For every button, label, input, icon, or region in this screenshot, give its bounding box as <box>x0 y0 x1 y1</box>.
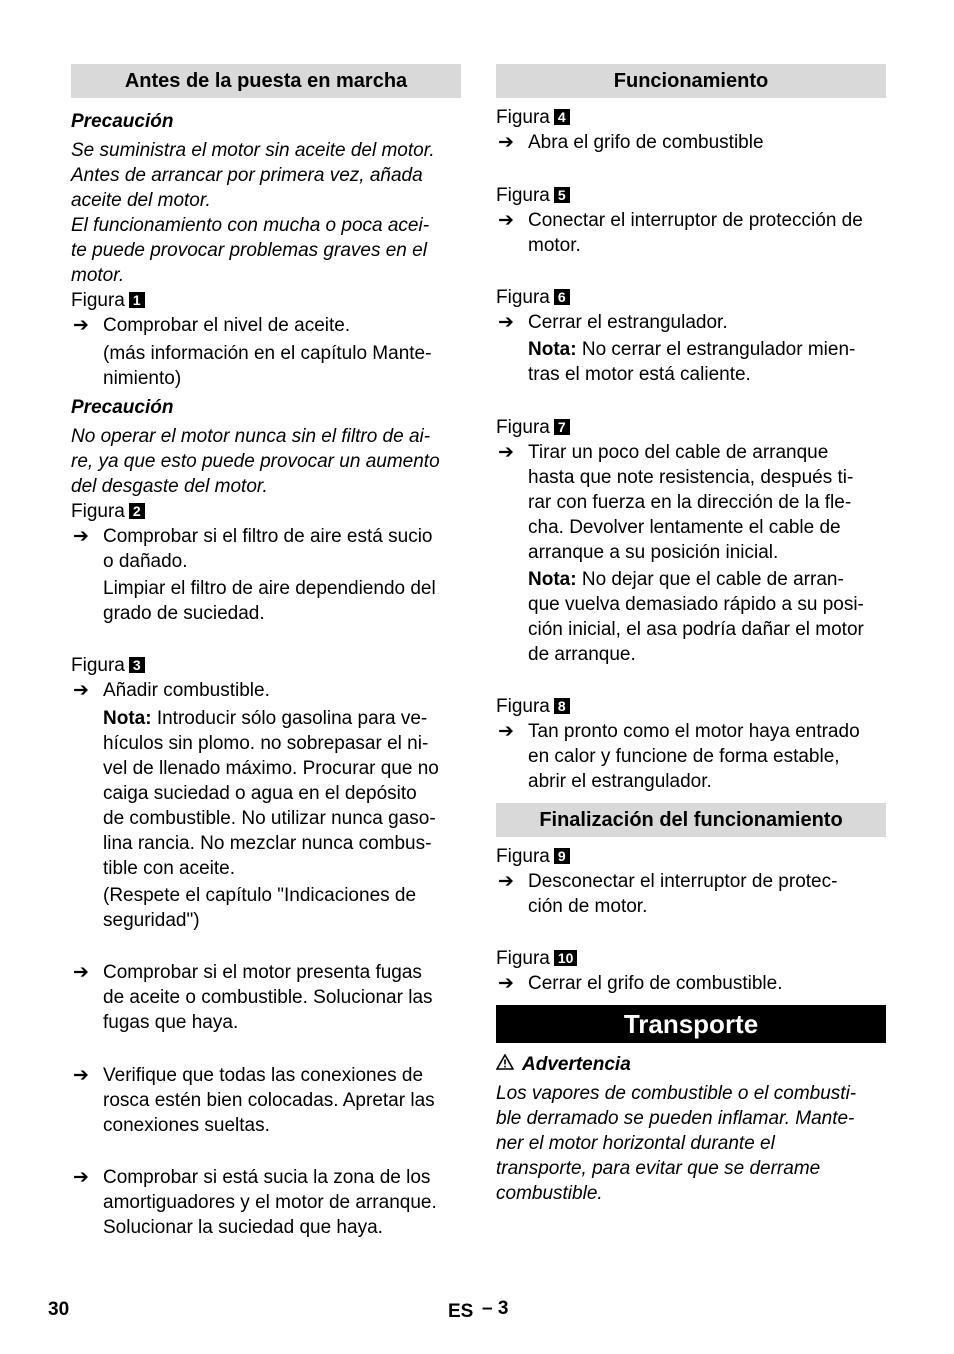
step-check-dirt: ➔ Comprobar si está sucia la zona de los amortiguadores y el motor de arranque. Solucionar la suciedad que haya. <box>73 1167 437 1238</box>
arrow-right-icon: ➔ <box>73 526 89 547</box>
step-check-oil: ➔ Comprobar el nivel de aceite. <box>73 315 351 336</box>
warning-title: Advertencia <box>496 1052 886 1077</box>
step-pull-starter: ➔ Tirar un poco del cable de arranque hasta que note resistencia, después ti- rar con fuerza en la dirección de la fle- cha. Devolver lentamente el cable de arranque a su posición inicial. <box>498 442 854 563</box>
step-check-leaks: ➔ Comprobar si el motor presenta fugas de aceite o combustible. Solucionar las fugas que haya. <box>73 962 433 1033</box>
caution-title: Precaución <box>71 111 174 132</box>
arrow-right-icon: ➔ <box>73 680 89 701</box>
figure-number: 1 <box>129 292 145 308</box>
step-close-choke: ➔ Cerrar el estrangulador. <box>498 312 728 333</box>
note-choke: Nota: No cerrar el estrangulador mien- tras el motor está caliente. <box>528 339 856 385</box>
arrow-right-icon: ➔ <box>498 973 514 994</box>
figure-ref-7: Figura 7 <box>496 415 886 440</box>
arrow-right-icon: ➔ <box>73 1065 89 1086</box>
section-heading-operation: Funcionamiento <box>496 64 886 98</box>
arrow-right-icon: ➔ <box>498 312 514 333</box>
step-motor-switch-on: ➔ Conectar el interruptor de protección de motor. <box>498 210 863 256</box>
figure-ref-5: Figura 5 <box>496 183 886 208</box>
caution-title-2: Precaución <box>71 397 174 418</box>
step-open-fuel-valve: ➔ Abra el grifo de combustible <box>498 132 764 153</box>
figure-number: 10 <box>554 950 578 966</box>
arrow-right-icon: ➔ <box>73 315 89 336</box>
note-clean-filter: Limpiar el filtro de aire dependiendo del grado de suciedad. <box>103 578 436 624</box>
section-heading-before-start: Antes de la puesta en marcha <box>71 64 461 98</box>
note-safety: (Respete el capítulo "Indicaciones de seguridad") <box>103 885 417 931</box>
step-add-fuel: ➔ Añadir combustible. <box>73 680 270 701</box>
left-column <box>71 64 461 1240</box>
figure-ref-6: Figura 6 <box>496 285 886 310</box>
arrow-right-icon: ➔ <box>498 442 514 463</box>
figure-ref-8: Figura 8 <box>496 694 886 719</box>
caution-text: Se suministra el motor sin aceite del motor. Antes de arrancar por primera vez, añada aceite del motor. El funcionamiento con mucha o poca acei- te puede provocar problemas graves en el motor. <box>71 140 435 286</box>
figure-number: 3 <box>129 657 145 673</box>
arrow-right-icon: ➔ <box>498 132 514 153</box>
footer-language: ES <box>448 1301 474 1322</box>
arrow-right-icon: ➔ <box>498 210 514 231</box>
figure-ref-1: Figura 1 <box>71 288 461 313</box>
figure-number: 5 <box>554 187 570 203</box>
figure-number: 6 <box>554 289 570 305</box>
figure-number: 7 <box>554 419 570 435</box>
figure-ref-2: Figura 2 <box>71 499 461 524</box>
figure-number: 9 <box>554 848 570 864</box>
step-open-choke: ➔ Tan pronto como el motor haya entrado en calor y funcione de forma estable, abrir el estrangulador. <box>498 721 860 792</box>
note-fuel: Nota: Introducir sólo gasolina para ve- hículos sin plomo. no sobrepasar el ni- vel de llenado máximo. Procurar que no caiga suciedad o agua en el depósito de combustible. No utilizar nunca gaso- lina rancia. No mezclar nunca combus- tible con aceite. <box>103 708 439 879</box>
figure-ref-10: Figura 10 <box>496 946 886 971</box>
figure-ref-9: Figura 9 <box>496 844 886 869</box>
step-close-fuel-valve: ➔ Cerrar el grifo de combustible. <box>498 973 783 994</box>
warning-text: Los vapores de combustible o el combusti- ble derramado se pueden inflamar. Mante- ner el motor horizontal durante el transporte, para evitar que se derrame combustible. <box>496 1083 857 1204</box>
figure-number: 2 <box>129 503 145 519</box>
step-check-air-filter: ➔ Comprobar si el filtro de aire está sucio o dañado. <box>73 526 433 572</box>
page-number: 30 <box>48 1299 70 1320</box>
step-check-connections: ➔ Verifique que todas las conexiones de rosca estén bien colocadas. Apretar las conexiones sueltas. <box>73 1065 435 1136</box>
caution-text-2: No operar el motor nunca sin el filtro de ai- re, ya que esto puede provocar un aumento del desgaste del motor. <box>71 426 440 497</box>
warning-triangle-icon <box>496 1052 522 1077</box>
figure-ref-3: Figura 3 <box>71 653 461 678</box>
arrow-right-icon: ➔ <box>73 1167 89 1188</box>
step-motor-switch-off: ➔ Desconectar el interruptor de protec- ción de motor. <box>498 871 838 917</box>
right-column <box>496 64 886 1206</box>
footer-subpage: – 3 <box>482 1298 509 1319</box>
arrow-right-icon: ➔ <box>498 721 514 742</box>
note-starter: Nota: No dejar que el cable de arran- que vuelva demasiado rápido a su posi- ción inicial, el asa podría dañar el motor de arranque. <box>528 569 864 665</box>
arrow-right-icon: ➔ <box>498 871 514 892</box>
figure-number: 4 <box>554 109 570 125</box>
section-heading-transport: Transporte <box>496 1005 886 1043</box>
note-maintenance: (más información en el capítulo Mante- nimiento) <box>103 343 432 389</box>
section-heading-end-operation: Finalización del funcionamiento <box>496 803 886 837</box>
figure-number: 8 <box>554 698 570 714</box>
arrow-right-icon: ➔ <box>73 962 89 983</box>
figure-ref-4: Figura 4 <box>496 105 886 130</box>
